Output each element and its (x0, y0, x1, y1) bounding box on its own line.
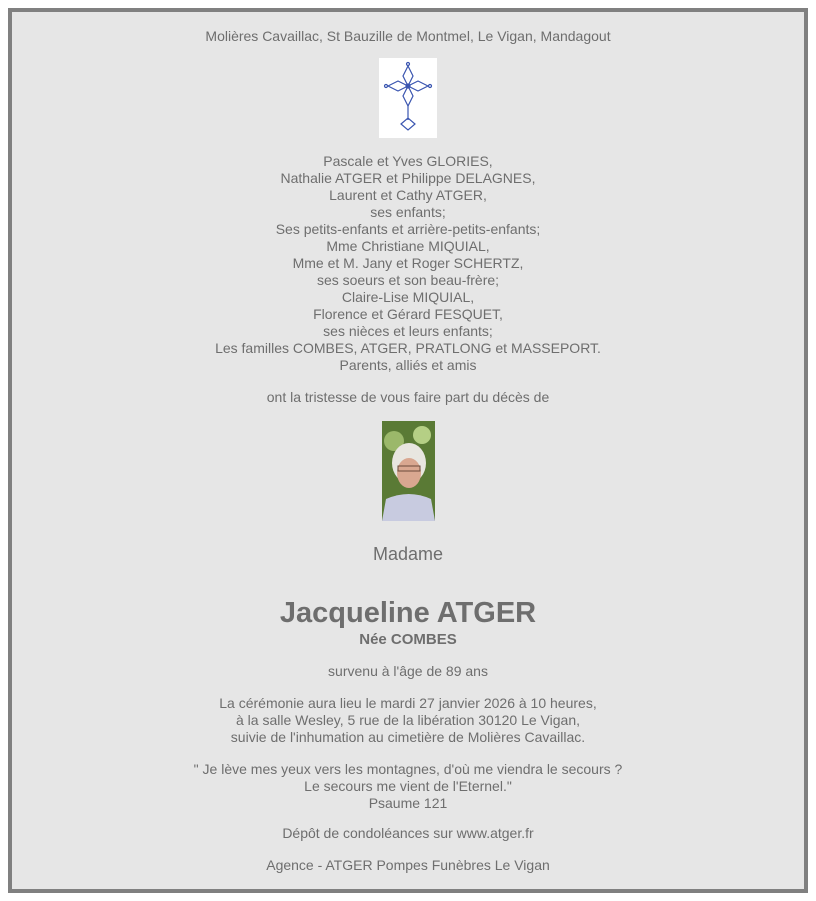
family-line: Claire-Lise MIQUIAL, (341, 289, 475, 305)
family-line: Ses petits-enfants et arrière-petits-enfants; (275, 221, 541, 237)
family-line: Laurent et Cathy ATGER, (329, 187, 487, 203)
ceremony-details (12, 695, 804, 746)
family-line: ses nièces et leurs enfants; (323, 323, 493, 339)
deceased-name: Jacqueline ATGER (279, 597, 537, 629)
title: Madame (372, 544, 444, 564)
family-line: Florence et Gérard FESQUET, (313, 306, 503, 322)
family-line: ses soeurs et son beau-frère; (316, 272, 500, 288)
agency: Agence - ATGER Pompes Funèbres Le Vigan (266, 857, 550, 873)
age: survenu à l'âge de 89 ans (328, 663, 488, 679)
announcement: ont la tristesse de vous faire part du décès de (266, 389, 550, 405)
family-line: Parents, alliés et amis (339, 357, 477, 373)
deceased-photo (382, 421, 435, 521)
quote-line: Le secours me vient de l'Eternel." (304, 778, 512, 794)
family-line: Nathalie ATGER et Philippe DELAGNES, (280, 170, 536, 186)
family-line: Pascale et Yves GLORIES, (323, 153, 493, 169)
condolences: Dépôt de condoléances sur www.atger.fr (282, 825, 534, 841)
ceremony-line: La cérémonie aura lieu le mardi 27 janvier 2026 à 10 heures, (219, 695, 597, 711)
obituary-card (8, 8, 808, 893)
family-line: Mme Christiane MIQUIAL, (326, 238, 490, 254)
quote-line: " Je lève mes yeux vers les montagnes, d'où me viendra le secours ? (193, 761, 623, 777)
locations: Molières Cavaillac, St Bauzille de Montmel, Le Vigan, Mandagout (205, 28, 611, 44)
huguenot-cross-icon (379, 58, 437, 138)
ceremony-line: suivie de l'inhumation au cimetière de Molières Cavaillac. (230, 729, 586, 745)
ceremony-line: à la salle Wesley, 5 rue de la libération 30120 Le Vigan, (235, 712, 580, 728)
quote (12, 761, 804, 812)
family-line: Les familles COMBES, ATGER, PRATLONG et MASSEPORT. (215, 340, 601, 356)
quote-source: Psaume 121 (368, 795, 448, 811)
family-list (12, 153, 804, 374)
family-line: ses enfants; (370, 204, 446, 220)
family-line: Mme et M. Jany et Roger SCHERTZ, (292, 255, 524, 271)
maiden-name: Née COMBES (359, 631, 457, 648)
